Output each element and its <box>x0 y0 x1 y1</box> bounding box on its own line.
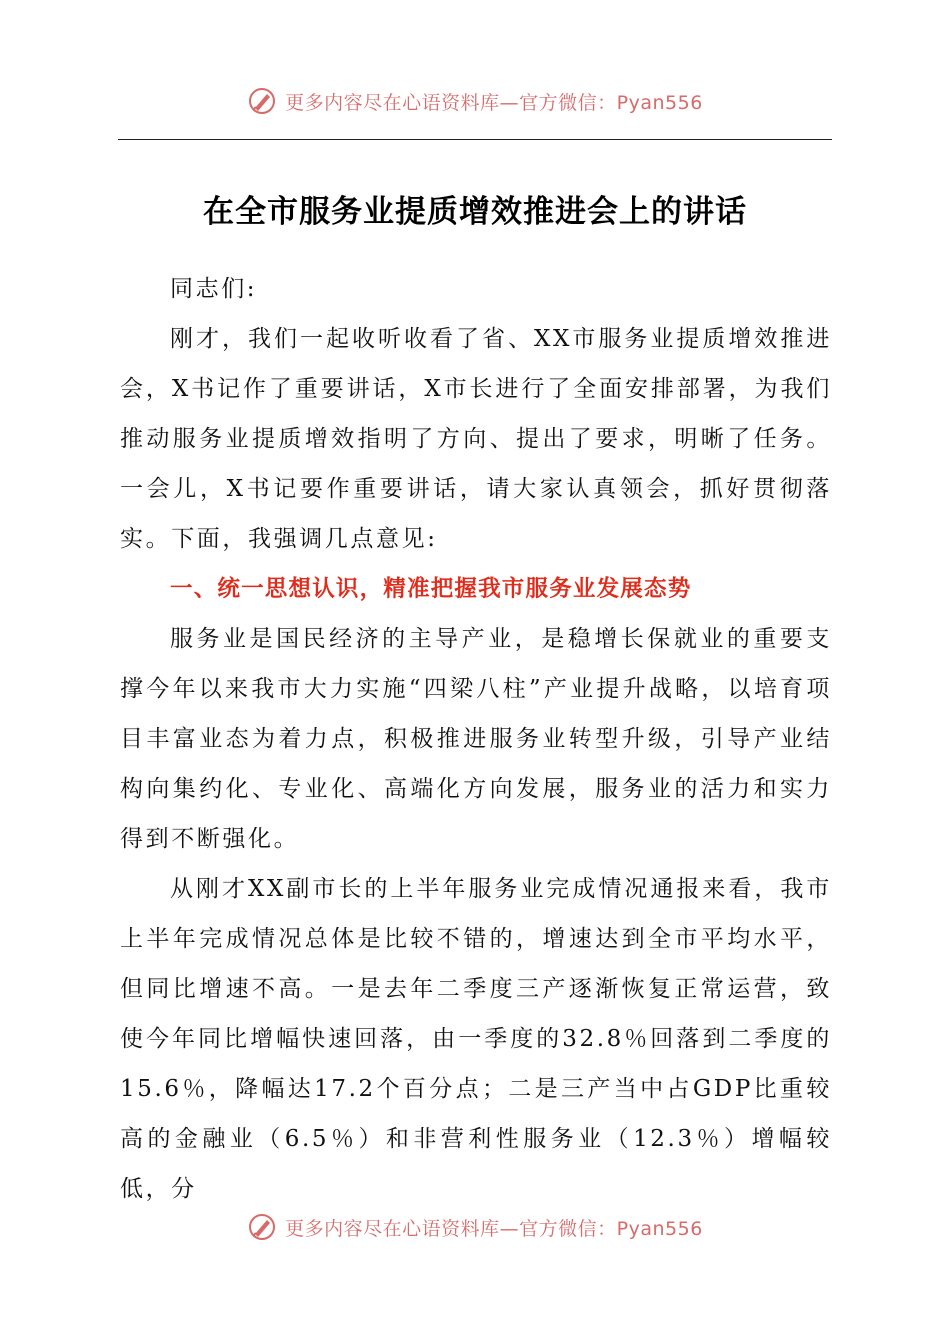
paragraph: 从刚才XX副市长的上半年服务业完成情况通报来看，我市上半年完成情况总体是比较不错的，增速达到全市平均水平，但同比增速不高。一是去年二季度三产逐渐恢复正常运营，致使今年同比增幅快速回落，由一季度的32.8％回落到二季度的15.6％，降幅达17.2个百分点；二是三产当中占GDP比重较高的金融业（6.5％）和非营利性服务业（12.3％）增幅较低，分 <box>120 876 832 1202</box>
header-watermark <box>0 86 950 116</box>
greeting: 同志们: <box>170 276 258 302</box>
footer-watermark <box>0 1212 950 1242</box>
document-body <box>120 264 832 1214</box>
paragraph: 刚才，我们一起收听收看了省、XX市服务业提质增效推进会，X书记作了重要讲话，X市长进行了全面安排部署，为我们推动服务业提质增效指明了方向、提出了要求，明晰了任务。一会儿，X书记要作重要讲话，请大家认真领会，抓好贯彻落实。下面，我强调几点意见: <box>120 326 832 552</box>
pen-logo-icon <box>247 86 277 116</box>
section-heading: 一、统一思想认识，精准把握我市服务业发展态势 <box>170 576 692 602</box>
document-title: 在全市服务业提质增效推进会上的讲话 <box>203 194 747 230</box>
watermark-text: 更多内容尽在心语资料库—官方微信：Pyan556 <box>285 91 703 114</box>
pen-logo-icon <box>247 1212 277 1242</box>
header-divider <box>118 139 832 140</box>
paragraph: 服务业是国民经济的主导产业，是稳增长保就业的重要支撑今年以来我市大力实施“四梁八柱”产业提升战略，以培育项目丰富业态为着力点，积极推进服务业转型升级，引导产业结构向集约化、专业化、高端化方向发展，服务业的活力和实力得到不断强化。 <box>120 626 832 852</box>
watermark-text: 更多内容尽在心语资料库—官方微信：Pyan556 <box>285 1217 703 1240</box>
